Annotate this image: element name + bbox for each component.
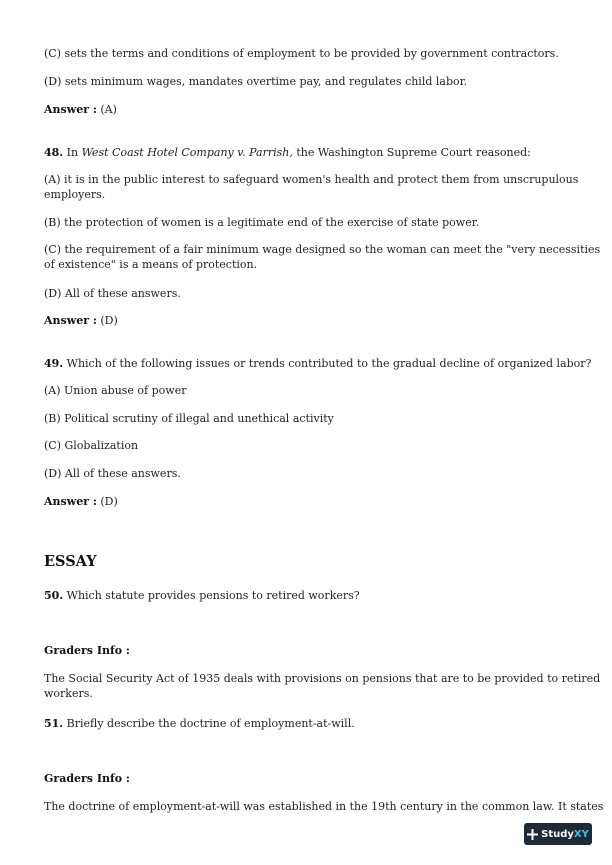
q48-option-a-line2: employers. [44,188,106,201]
stem-text: Briefly describe the doctrine of employment-at-will. [66,717,355,730]
stem-text: Which statute provides pensions to retired workers? [66,589,360,602]
question-number: 50. [44,589,64,602]
q48-option-c-line1: (C) the requirement of a fair minimum wage designed so the woman can meet the "very necessities [44,243,601,256]
answer-label: Answer : [44,314,97,327]
answer-value: (D) [100,495,118,508]
q47-option-d: (D) sets minimum wages, mandates overtime pay, and regulates child labor. [44,75,468,88]
q50-graders-line1: The Social Security Act of 1935 deals with provisions on pensions that are to be provided to retired [44,672,601,685]
q48-stem [44,145,572,160]
q50-graders-line2: workers. [44,687,93,700]
q47-answer [44,102,572,117]
q47-option-c: (C) sets the terms and conditions of employment to be provided by government contractors. [44,47,559,60]
question-number: 49. [44,357,64,370]
q48-option-d: (D) All of these answers. [44,287,181,300]
answer-label: Answer : [44,103,97,116]
case-name: West Coast Hotel Company v. Parrish, [81,146,293,159]
q51-graders-label: Graders Info : [44,772,130,785]
question-number: 48. [44,146,64,159]
essay-heading: ESSAY [44,553,97,570]
q48-option-b: (B) the protection of women is a legitimate end of the exercise of state power. [44,216,480,229]
q51-graders-line1: The doctrine of employment-at-will was established in the 19th century in the common law. It states [44,800,604,813]
q49-option-a: (A) Union abuse of power [44,384,187,397]
q49-option-b: (B) Political scrutiny of illegal and unethical activity [44,412,334,425]
q51-stem [44,716,572,731]
plus-icon [527,829,538,840]
q49-option-d: (D) All of these answers. [44,467,181,480]
q48-option-c-line2: of existence" is a means of protection. [44,258,258,271]
stem-text: Which of the following issues or trends contributed to the gradual decline of organized labor? [66,357,592,370]
q49-stem [44,356,592,371]
answer-value: (A) [100,103,117,116]
q48-option-a-line1: (A) it is in the public interest to safeguard women's health and protect them from unscrupulous [44,173,579,186]
stem-prefix: In [66,146,79,159]
question-number: 51. [44,717,64,730]
q50-stem [44,588,572,603]
q49-answer [44,494,572,509]
q49-option-c: (C) Globalization [44,439,139,452]
q48-answer [44,313,572,328]
stem-suffix: the Washington Supreme Court reasoned: [296,146,531,159]
q50-graders-label: Graders Info : [44,644,130,657]
answer-value: (D) [100,314,118,327]
answer-label: Answer : [44,495,97,508]
logo-text: StudyXY [541,828,589,840]
studyxy-logo[interactable] [524,823,592,845]
